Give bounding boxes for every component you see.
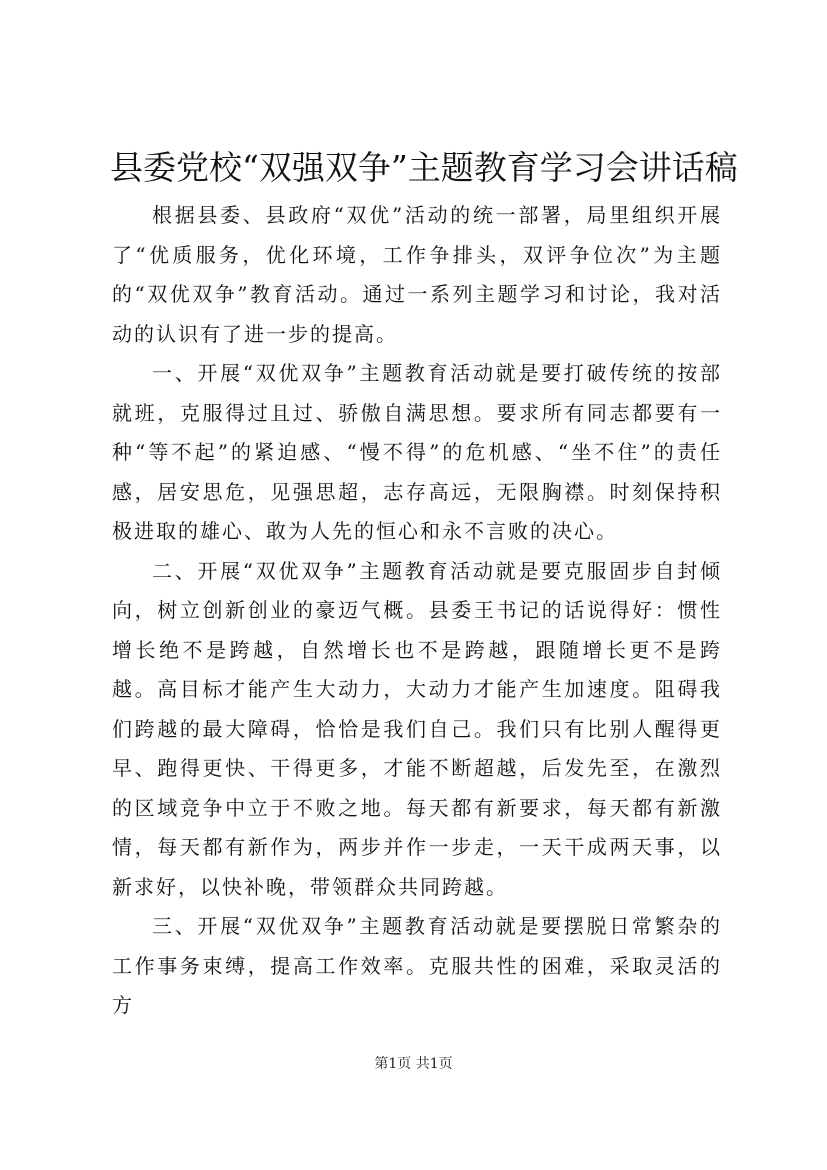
document-body [112, 196, 722, 1026]
paragraph-point-one: 一、开展“双优双争”主题教育活动就是要打破传统的按部就班，克服得过且过、骄傲自满思想。要求所有同志都要有一种“等不起”的紧迫感、“慢不得”的危机感、“坐不住”的责任感，居安思危，见强思超，志存高远，无限胸襟。时刻保持积极进取的雄心、敢为人先的恒心和永不言败的决心。 [112, 361, 722, 543]
paragraph-point-three: 三、开展“双优双争”主题教育活动就是要摆脱日常繁杂的工作事务束缚，提高工作效率。克服共性的困难，采取灵活的方 [112, 914, 722, 1017]
page-footer: 第1页 共1页 [374, 1056, 453, 1072]
paragraph-intro: 根据县委、县政府“双优”活动的统一部署，局里组织开展了“优质服务，优化环境，工作争排头，双评争位次”为主题的“双优双争”教育活动。通过一系列主题学习和讨论，我对活动的认识有了进一步的提高。 [112, 203, 722, 346]
document-title: 县委党校“双强双争”主题教育学习会讲话稿 [110, 148, 738, 187]
paragraph-point-two: 二、开展“双优双争”主题教育活动就是要克服固步自封倾向，树立创新创业的豪迈气概。县委王书记的话说得好：惯性增长绝不是跨越，自然增长也不是跨越，跟随增长更不是跨越。高目标才能产生大动力，大动力才能产生加速度。阻碍我们跨越的最大障碍，恰恰是我们自己。我们只有比别人醒得更早、跑得更快、干得更多，才能不断超越，后发先至，在激烈的区域竞争中立于不败之地。每天都有新要求，每天都有新激情，每天都有新作为，两步并作一步走，一天干成两天事，以新求好，以快补晚，带领群众共同跨越。 [112, 558, 722, 899]
